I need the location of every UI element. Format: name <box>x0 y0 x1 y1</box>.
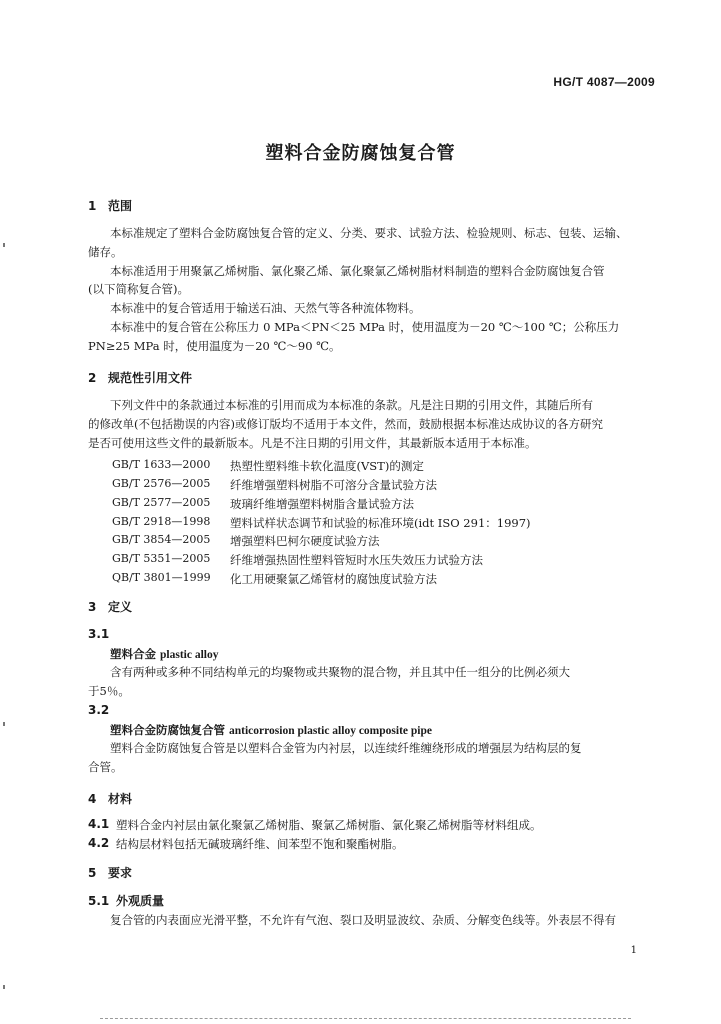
ref-code: QB/T 3801—1999 <box>112 571 211 584</box>
page-number: 1 <box>630 945 637 956</box>
section-number: 2 <box>88 371 97 385</box>
clause-number: 4.1 <box>88 817 110 831</box>
clause-number: 3.1 <box>88 627 110 641</box>
ref-code: GB/T 2577—2005 <box>112 496 211 509</box>
term-english: anticorrosion plastic alloy composite pipe <box>229 725 432 737</box>
clause-number: 4.2 <box>88 836 110 850</box>
paragraph-line: 的修改单(不包括勘误的内容)或修订版均不适用于本文件，然而，鼓励根据本标准达成协议的各方研究 <box>88 417 603 431</box>
ref-title: 化工用硬聚氯乙烯管材的腐蚀度试验方法 <box>230 572 437 586</box>
section-4-heading <box>88 790 132 807</box>
term-english: plastic alloy <box>160 649 219 661</box>
ref-code: GB/T 1633—2000 <box>112 458 211 471</box>
term-chinese: 塑料合金 <box>110 647 156 661</box>
section-title: 外观质量 <box>116 894 165 908</box>
section-5-heading <box>88 864 132 881</box>
ref-code: GB/T 2918—1998 <box>112 515 211 528</box>
term-entry <box>110 646 218 662</box>
paragraph-line: 含有两种或多种不同结构单元的均聚物或共聚物的混合物，并且其中任一组分的比例必须大 <box>110 665 570 679</box>
scan-margin-mark <box>3 243 5 247</box>
paragraph-line: 下列文件中的条款通过本标准的引用而成为本标准的条款。凡是注日期的引用文件，其随后所有 <box>110 398 593 412</box>
paragraph-line: 本标准规定了塑料合金防腐蚀复合管的定义、分类、要求、试验方法、检验规则、标志、包装、运输、 <box>110 226 628 240</box>
ref-title: 纤维增强热固性塑料管短时水压失效压力试验方法 <box>230 553 483 567</box>
paragraph-line: 塑料合金防腐蚀复合管是以塑料合金管为内衬层，以连续纤维缠绕形成的增强层为结构层的复 <box>110 741 582 755</box>
section-title: 范围 <box>108 199 133 213</box>
scan-margin-mark <box>3 985 5 989</box>
section-number: 4 <box>88 792 97 806</box>
ref-title: 热塑性塑料维卡软化温度(VST)的测定 <box>230 459 424 473</box>
paragraph-line: 是否可使用这些文件的最新版本。凡是不注日期的引用文件，其最新版本适用于本标准。 <box>88 436 537 450</box>
ref-title: 纤维增强塑料树脂不可溶分含量试验方法 <box>230 478 437 492</box>
term-chinese: 塑料合金防腐蚀复合管 <box>110 723 225 737</box>
paragraph-line: 本标准中的复合管在公称压力 0 MPa＜PN＜25 MPa 时，使用温度为－20 ℃～100 ℃；公称压力 <box>110 320 620 334</box>
section-title: 要求 <box>108 866 133 880</box>
standard-code: HG/T 4087—2009 <box>553 75 655 89</box>
section-title: 定义 <box>108 600 133 614</box>
ref-title: 增强塑料巴柯尔硬度试验方法 <box>230 534 380 548</box>
paragraph-line: (以下简称复合管)。 <box>88 282 189 296</box>
section-number: 3 <box>88 600 97 614</box>
ref-title: 玻璃纤维增强塑料树脂含量试验方法 <box>230 497 414 511</box>
clause-text: 塑料合金内衬层由氯化聚氯乙烯树脂、聚氯乙烯树脂、氯化聚乙烯树脂等材料组成。 <box>116 818 542 832</box>
section-number: 5 <box>88 866 97 880</box>
section-title: 规范性引用文件 <box>108 371 193 385</box>
paragraph-line: 本标准适用于用聚氯乙烯树脂、氯化聚乙烯、氯化聚氯乙烯树脂材料制造的塑料合金防腐蚀复合管 <box>110 264 605 278</box>
scan-margin-mark <box>3 722 5 726</box>
scan-bottom-rule <box>100 1018 631 1019</box>
term-entry <box>110 722 432 738</box>
section-title: 材料 <box>108 792 133 806</box>
section-1-heading <box>88 197 132 214</box>
paragraph-line: 本标准中的复合管适用于输送石油、天然气等各种流体物料。 <box>110 301 421 315</box>
ref-code: GB/T 5351—2005 <box>112 552 211 565</box>
clause-text: 结构层材料包括无碱玻璃纤维、间苯型不饱和聚酯树脂。 <box>116 837 404 851</box>
clause-number: 3.2 <box>88 703 110 717</box>
paragraph-line: 复合管的内表面应光滑平整，不允许有气泡、裂口及明显波纹、杂质、分解变色线等。外表层不得有 <box>110 913 616 927</box>
paragraph-line: PN≥25 MPa 时，使用温度为－20 ℃～90 ℃。 <box>88 339 341 353</box>
paragraph-line: 储存。 <box>88 245 123 259</box>
section-2-heading <box>88 369 192 386</box>
subsection-heading <box>88 892 164 909</box>
section-number: 5.1 <box>88 894 110 908</box>
ref-title: 塑料试样状态调节和试验的标准环境(idt ISO 291：1997) <box>230 516 531 530</box>
section-3-heading <box>88 598 132 615</box>
ref-code: GB/T 2576—2005 <box>112 477 211 490</box>
ref-code: GB/T 3854—2005 <box>112 533 211 546</box>
paragraph-line: 于5％。 <box>88 684 130 698</box>
section-number: 1 <box>88 199 97 213</box>
document-title: 塑料合金防腐蚀复合管 <box>265 143 456 164</box>
paragraph-line: 合管。 <box>88 760 123 774</box>
